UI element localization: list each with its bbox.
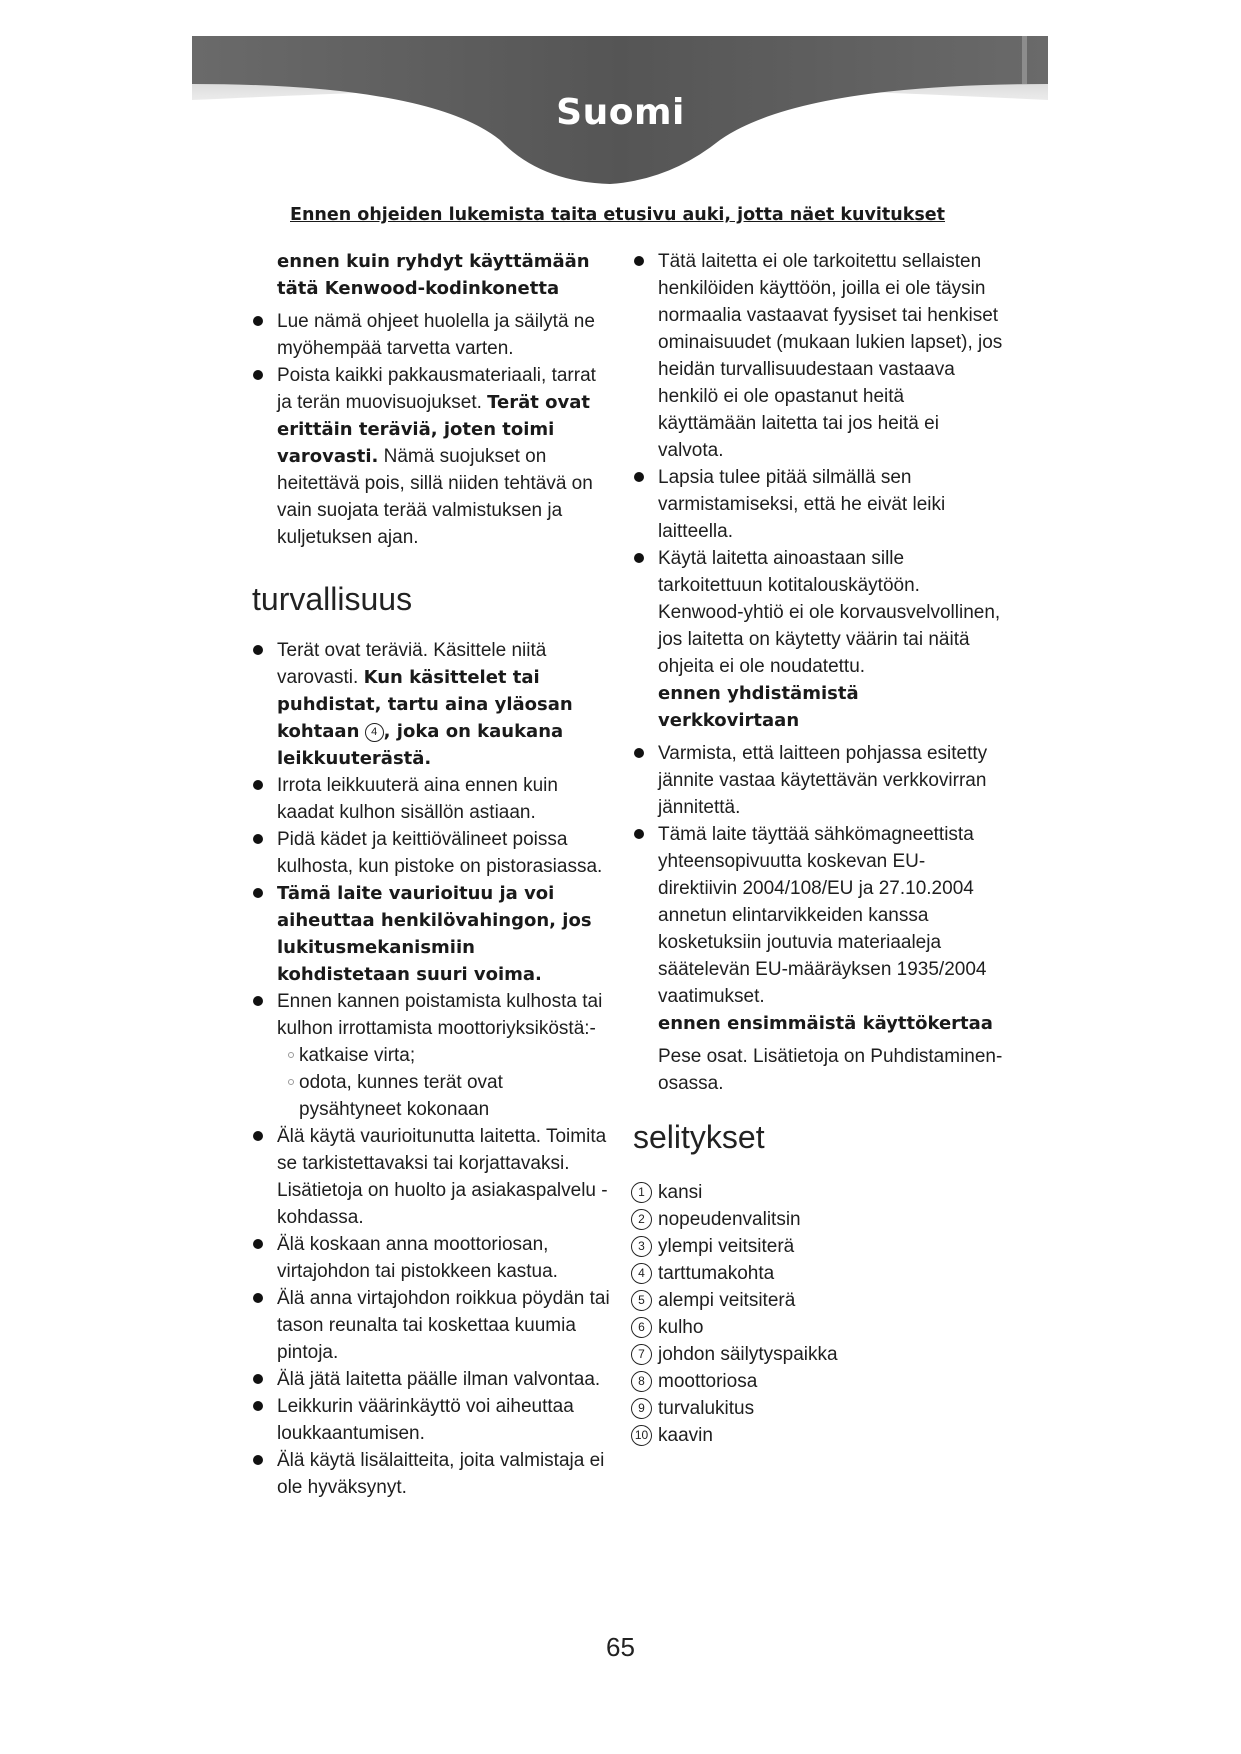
list-item: Lue nämä ohjeet huolella ja säilytä ne myöhempää tarvetta varten.: [250, 308, 610, 362]
legend-number: 4: [631, 1263, 652, 1284]
sub-list-item: odota, kunnes terät ovat pysähtyneet kokonaan: [250, 1069, 610, 1123]
legend-number: 10: [631, 1425, 652, 1446]
legend-number: 5: [631, 1290, 652, 1311]
list-item: Tätä laitetta ei ole tarkoitettu sellaisten henkilöiden käyttöön, joilla ei ole täysin normaalia vastaavat fyysiset tai henkiset ominaisuudet (mukaan lukien lapset), jos heidän turvallisuudestaan vastaava henkilö ei ole opastanut heitä käyttämään laitetta tai jos heitä ei valvota.: [631, 248, 1003, 464]
sub-list-item: katkaise virta;: [250, 1042, 610, 1069]
list-item: Älä koskaan anna moottoriosan, virtajohdon tai pistokkeen kastua.: [250, 1231, 610, 1285]
legend-number: 9: [631, 1398, 652, 1419]
page-number: 65: [606, 1632, 635, 1662]
first-use-text: Pese osat. Lisätietoja on Puhdistaminen-osassa.: [658, 1046, 1003, 1094]
section-title-legend: selitykset: [633, 1119, 765, 1155]
list-item: Älä käytä vaurioitunutta laitetta. Toimita se tarkistettavaksi tai korjattavaksi. Lisätietoja on huolto ja asiakaspalvelu -kohdassa.: [250, 1123, 610, 1231]
list-item: Älä käytä lisälaitteita, joita valmistaja ei ole hyväksynyt.: [250, 1447, 610, 1501]
section-title-safety: turvallisuus: [252, 581, 413, 617]
left-column: [250, 248, 610, 1501]
power-heading: ennen yhdistämistä verkkovirtaan: [658, 683, 859, 731]
list-item: Tämä laite vaurioituu ja voi aiheuttaa henkilövahingon, jos lukitusmekanismiin kohdistetaan suuri voima.: [250, 880, 610, 988]
list-item: Ennen kannen poistamista kulhosta tai kulhon irrottamista moottoriyksiköstä:-: [250, 988, 610, 1042]
callout-number-4: 4: [365, 723, 384, 742]
legend-number: 6: [631, 1317, 652, 1338]
list-item: Lapsia tulee pitää silmällä sen varmistamiseksi, että he eivät leiki laitteella.: [631, 464, 1003, 545]
banner-edge-tab: [1022, 36, 1027, 84]
list-item: Varmista, että laitteen pohjassa esitetty jännite vastaa käytettävän verkkovirran jännitettä.: [631, 740, 1003, 821]
list-item: Poista kaikki pakkausmateriaali, tarrat ja terän muovisuojukset. Terät ovat erittäin teräviä, joten toimi varovasti. Nämä suojukset on heitettävä pois, sillä niiden tehtävä on vain suojata terää valmistuksen ja kuljetuksen ajan.: [250, 362, 610, 551]
legend-item: 10 kaavin: [631, 1422, 1003, 1449]
list-item: Irrota leikkuuterä aina ennen kuin kaadat kulhon sisällön astiaan.: [250, 772, 610, 826]
legend-item: 8 moottoriosa: [631, 1368, 1003, 1395]
legend-item: 9 turvalukitus: [631, 1395, 1003, 1422]
page-title: Suomi: [556, 92, 685, 133]
list-item: Käytä laitetta ainoastaan sille tarkoitettuun kotitalouskäytöön. Kenwood-yhtiö ei ole korvausvelvollinen, jos laitetta on käytetty väärin tai näitä ohjeita ei ole noudatettu.: [631, 545, 1003, 680]
legend-item: 3 ylempi veitsiterä: [631, 1233, 1003, 1260]
legend-item: 2 nopeudenvalitsin: [631, 1206, 1003, 1233]
legend-number: 3: [631, 1236, 652, 1257]
legend-item: 5 alempi veitsiterä: [631, 1287, 1003, 1314]
parts-legend: [631, 1179, 1003, 1449]
blade-warning: Terät ovat erittäin teräviä, joten toimi varovasti.: [277, 392, 591, 467]
list-item: Terät ovat teräviä. Käsittele niitä varovasti. Kun käsittelet tai puhdistat, tartu aina yläosan kohtaan 4 , joka on kaukana leikkuuterästä.: [250, 637, 610, 772]
legend-number: 1: [631, 1182, 652, 1203]
intro-heading: ennen kuin ryhdyt käyttämään tätä Kenwood-kodinkonetta: [277, 251, 590, 299]
legend-item: 7 johdon säilytyspaikka: [631, 1341, 1003, 1368]
list-item: Leikkurin väärinkäyttö voi aiheuttaa loukkaantumisen.: [250, 1393, 610, 1447]
legend-item: 1 kansi: [631, 1179, 1003, 1206]
legend-item: 4 tarttumakohta: [631, 1260, 1003, 1287]
fold-out-instruction: Ennen ohjeiden lukemista taita etusivu auki, jotta näet kuvitukset: [290, 205, 946, 225]
list-item: Älä anna virtajohdon roikkua pöydän tai tason reunalta tai koskettaa kuumia pintoja.: [250, 1285, 610, 1366]
legend-number: 8: [631, 1371, 652, 1392]
legend-item: 6 kulho: [631, 1314, 1003, 1341]
legend-number: 2: [631, 1209, 652, 1230]
legend-number: 7: [631, 1344, 652, 1365]
right-column: [631, 248, 1003, 1449]
list-item: Tämä laite täyttää sähkömagneettista yhteensopivuutta koskevan EU-direktiivin 2004/108/EU ja 27.10.2004 annetun elintarvikkeiden kanssa kosketuksiin joutuvia materiaaleja säätelevän EU-määräyksen 1935/2004 vaatimukset.: [631, 821, 1003, 1010]
list-item: Älä jätä laitetta päälle ilman valvontaa.: [250, 1366, 610, 1393]
first-use-heading: ennen ensimmäistä käyttökertaa: [658, 1013, 993, 1034]
list-item: Pidä kädet ja keittiövälineet poissa kulhosta, kun pistoke on pistorasiassa.: [250, 826, 610, 880]
